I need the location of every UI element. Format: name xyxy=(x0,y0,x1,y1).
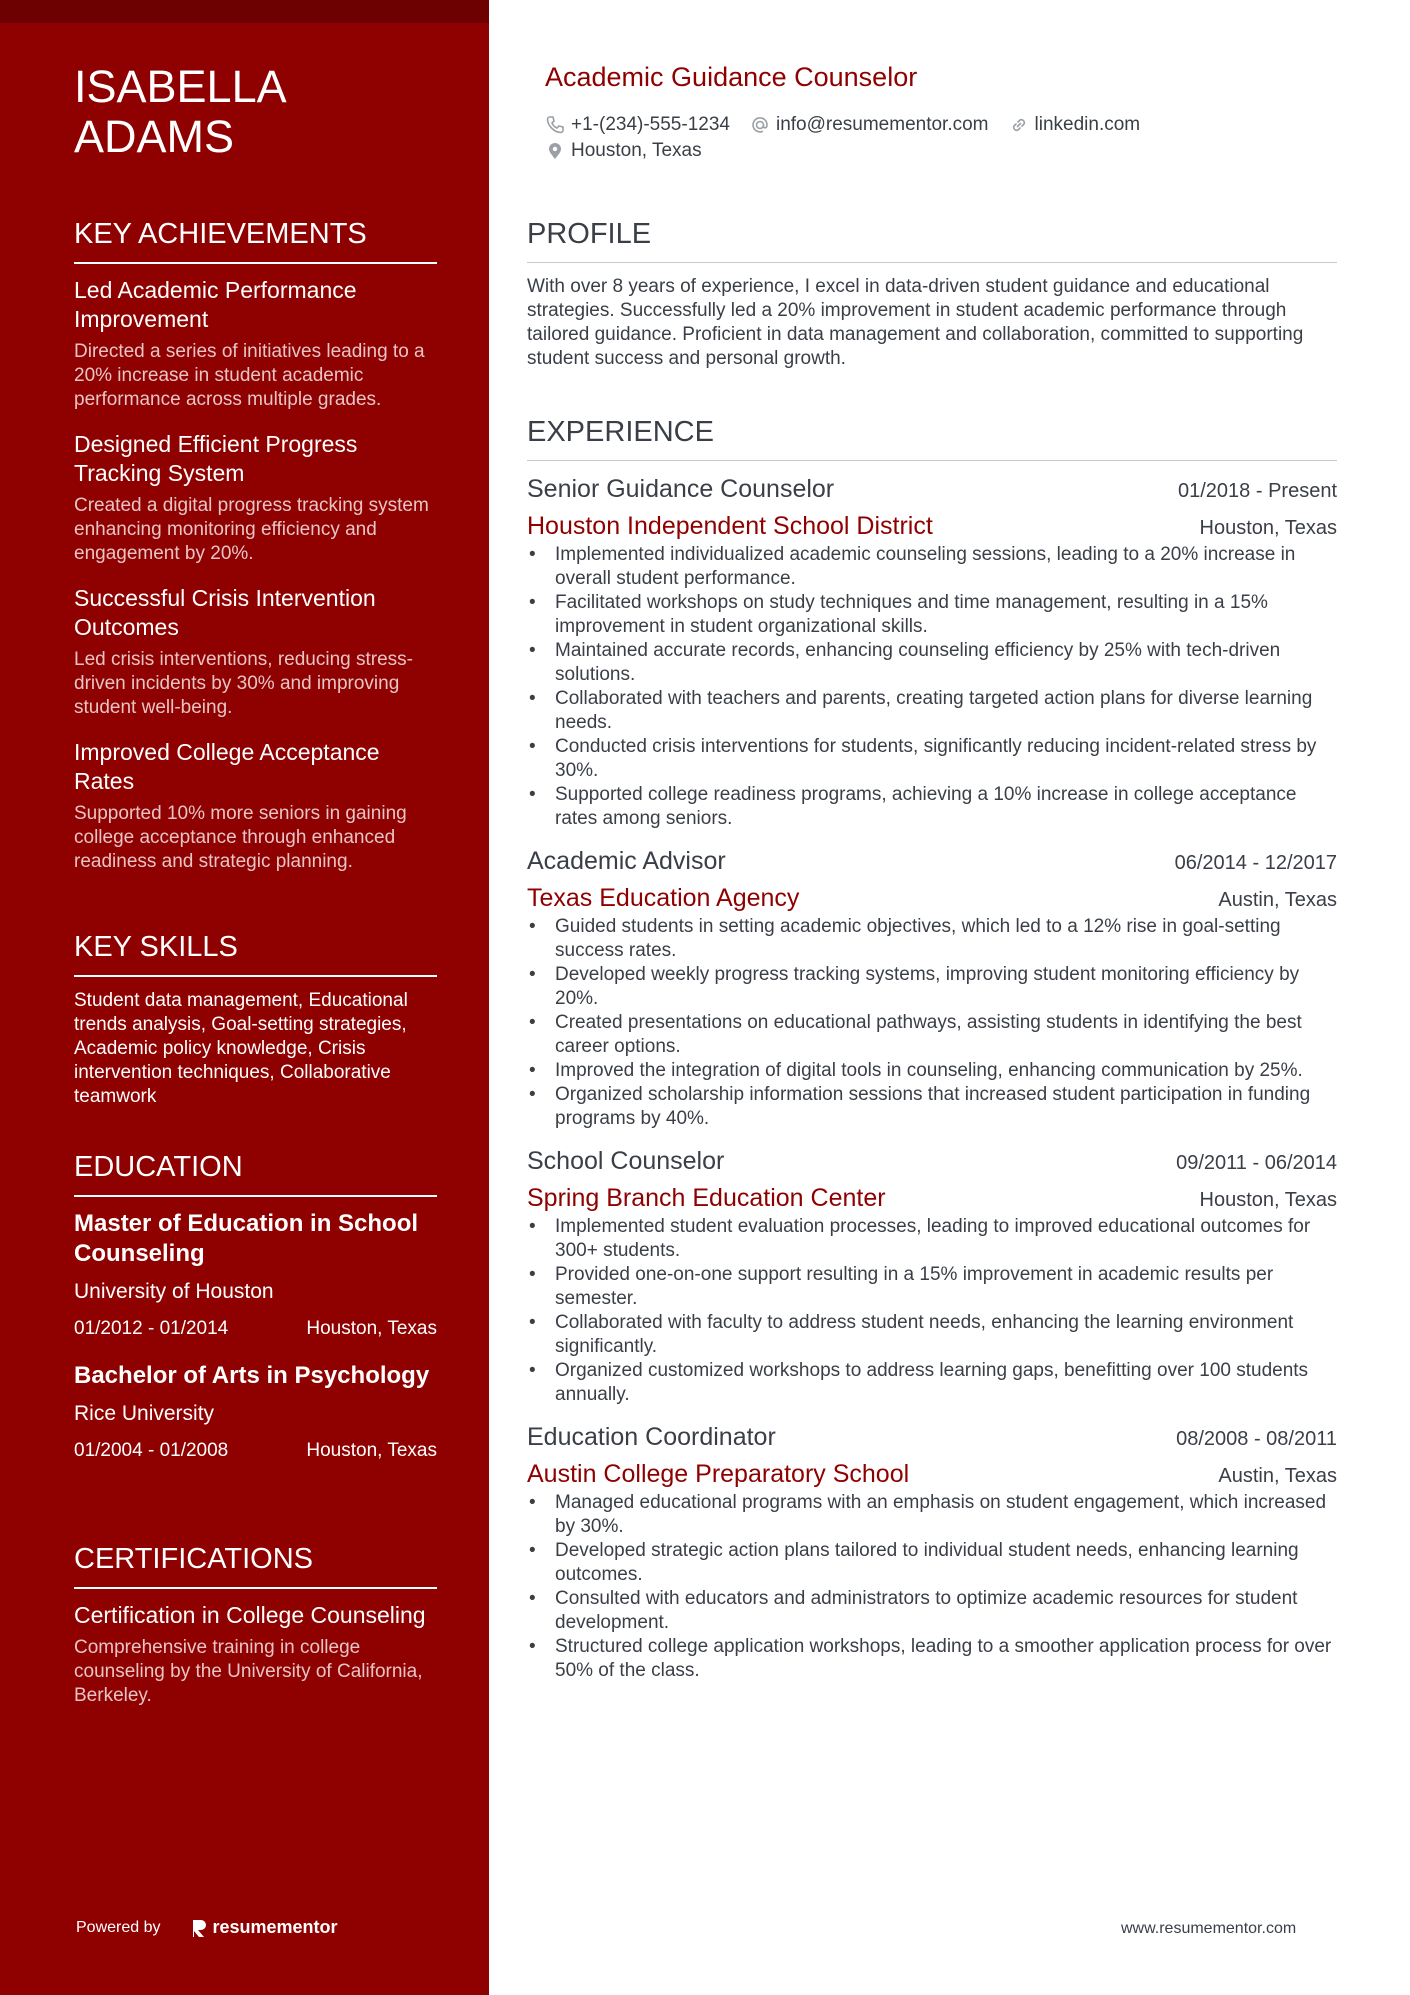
achievements-section xyxy=(74,216,437,892)
last-name: ADAMS xyxy=(74,111,235,162)
experience-bullets xyxy=(527,915,1337,1131)
phone-icon xyxy=(545,115,565,135)
experience-location: Austin, Texas xyxy=(1218,1465,1337,1487)
experience-role: Education Coordinator xyxy=(527,1423,776,1451)
email-contact[interactable] xyxy=(750,114,989,136)
bullet-item: • Improved the integration of digital tools in counseling, enhancing communication by 25%. xyxy=(527,1059,1337,1083)
achievement-item xyxy=(74,430,437,566)
resumementor-logo-icon xyxy=(191,1918,207,1938)
bullet-item: • Structured college application workshops, leading to a smoother application process for over 50% of the class. xyxy=(527,1635,1337,1683)
achievement-item xyxy=(74,584,437,720)
bullet-item: • Collaborated with faculty to address student needs, enhancing the learning environment significantly. xyxy=(527,1311,1337,1359)
bullet-item: • Organized customized workshops to address learning gaps, benefitting over 100 students annually. xyxy=(527,1359,1337,1407)
experience-bullets xyxy=(527,1491,1337,1683)
bullet-item: • Implemented individualized academic counseling sessions, leading to a 20% increase in overall student performance. xyxy=(527,543,1337,591)
experience-role: Senior Guidance Counselor xyxy=(527,475,835,503)
bullet-item: • Provided one-on-one support resulting in a 15% improvement in academic results per semester. xyxy=(527,1263,1337,1311)
email-text: info@resumementor.com xyxy=(775,114,989,135)
linkedin-text: linkedin.com xyxy=(1034,114,1141,135)
experience-company: Spring Branch Education Center xyxy=(527,1184,886,1212)
experience-role: Academic Advisor xyxy=(527,847,726,875)
brand-logo[interactable] xyxy=(191,1917,338,1938)
achievements-heading: KEY ACHIEVEMENTS xyxy=(74,216,437,264)
link-icon xyxy=(1009,115,1029,135)
profile-section xyxy=(527,216,1337,371)
achievement-desc: Led crisis interventions, reducing stress-driven incidents by 30% and improving student well-being. xyxy=(74,649,413,718)
achievement-desc: Directed a series of initiatives leading to a 20% increase in student academic performance across multiple grades. xyxy=(74,341,425,410)
skills-list: Student data management, Educational trends analysis, Goal-setting strategies, Academic policy knowledge, Crisis intervention techniques, Collaborative teamwork xyxy=(74,990,408,1107)
education-item xyxy=(74,1209,437,1341)
achievement-item xyxy=(74,738,437,874)
phone-text: +1-(234)-555-1234 xyxy=(571,114,730,135)
profile-heading: PROFILE xyxy=(527,216,1337,263)
bullet-item: • Created presentations on educational pathways, assisting students in identifying the best career options. xyxy=(527,1011,1337,1059)
education-school: University of Houston xyxy=(74,1280,274,1303)
skills-heading: KEY SKILLS xyxy=(74,929,437,977)
location-pin-icon xyxy=(545,141,565,161)
experience-company: Austin College Preparatory School xyxy=(527,1460,910,1488)
experience-location: Houston, Texas xyxy=(1199,1189,1337,1211)
bullet-item: • Supported college readiness programs, achieving a 10% increase in college acceptance rates among seniors. xyxy=(527,783,1337,831)
bullet-item: • Implemented student evaluation processes, leading to improved educational outcomes for 300+ students. xyxy=(527,1215,1337,1263)
powered-by-label: Powered by xyxy=(76,1918,161,1936)
education-location: Houston, Texas xyxy=(306,1440,437,1461)
first-name: ISABELLA xyxy=(74,61,287,112)
location-text: Houston, Texas xyxy=(571,140,702,161)
experience-dates: 06/2014 - 12/2017 xyxy=(1174,852,1337,874)
experience-bullets xyxy=(527,1215,1337,1407)
experience-item xyxy=(527,473,1337,831)
certification-desc: Comprehensive training in college counseling by the University of California, Berkeley. xyxy=(74,1637,423,1706)
experience-location: Austin, Texas xyxy=(1218,889,1337,911)
experience-location: Houston, Texas xyxy=(1199,517,1337,539)
experience-dates: 09/2011 - 06/2014 xyxy=(1176,1152,1337,1174)
footer-url[interactable]: www.resumementor.com xyxy=(1121,1920,1297,1937)
bullet-item: • Collaborated with teachers and parents, creating targeted action plans for diverse learning needs. xyxy=(527,687,1337,735)
experience-role: School Counselor xyxy=(527,1147,725,1175)
at-icon xyxy=(750,115,770,135)
education-school: Rice University xyxy=(74,1402,215,1425)
bullet-item: • Organized scholarship information sessions that increased student participation in funding programs by 40%. xyxy=(527,1083,1337,1131)
skills-section xyxy=(74,929,437,1109)
experience-dates: 08/2008 - 08/2011 xyxy=(1176,1428,1337,1450)
education-degree: Bachelor of Arts in Psychology xyxy=(74,1362,430,1389)
location-contact xyxy=(545,140,702,162)
bullet-item: • Maintained accurate records, enhancing counseling efficiency by 25% with tech-driven solutions. xyxy=(527,639,1337,687)
education-dates: 01/2004 - 01/2008 xyxy=(74,1440,229,1461)
education-heading: EDUCATION xyxy=(74,1149,437,1197)
achievement-title: Improved College Acceptance Rates xyxy=(74,739,380,794)
achievement-title: Successful Crisis Intervention Outcomes xyxy=(74,585,376,640)
education-dates: 01/2012 - 01/2014 xyxy=(74,1318,229,1339)
bullet-item: • Developed weekly progress tracking systems, improving student monitoring efficiency by 20%. xyxy=(527,963,1337,1011)
phone-contact[interactable] xyxy=(545,114,730,136)
bullet-item: • Guided students in setting academic objectives, which led to a 12% rise in goal-setting success rates. xyxy=(527,915,1337,963)
bullet-item: • Managed educational programs with an emphasis on student engagement, which increased by 30%. xyxy=(527,1491,1337,1539)
achievement-title: Designed Efficient Progress Tracking System xyxy=(74,431,358,486)
job-title: Academic Guidance Counselor xyxy=(545,62,918,92)
achievement-title: Led Academic Performance Improvement xyxy=(74,277,357,332)
education-item xyxy=(74,1361,437,1463)
experience-dates: 01/2018 - Present xyxy=(1178,480,1337,502)
achievement-desc: Supported 10% more seniors in gaining college acceptance through enhanced readiness and strategic planning. xyxy=(74,803,407,872)
bullet-item: • Developed strategic action plans tailored to individual student needs, enhancing learning outcomes. xyxy=(527,1539,1337,1587)
bullet-item: • Facilitated workshops on study techniques and time management, resulting in a 15% improvement in student organizational skills. xyxy=(527,591,1337,639)
sidebar xyxy=(0,0,489,1995)
experience-item xyxy=(527,1421,1337,1683)
education-degree: Master of Education in School Counseling xyxy=(74,1210,419,1267)
bullet-item: • Conducted crisis interventions for students, significantly reducing incident-related stress by 30%. xyxy=(527,735,1337,783)
certifications-section xyxy=(74,1541,437,1726)
brand-name: resumementor xyxy=(212,1917,338,1937)
certification-title: Certification in College Counseling xyxy=(74,1602,426,1628)
certifications-heading: CERTIFICATIONS xyxy=(74,1541,437,1589)
certification-item xyxy=(74,1601,437,1708)
experience-company: Texas Education Agency xyxy=(527,884,800,912)
bullet-item: • Consulted with educators and administrators to optimize academic resources for student development. xyxy=(527,1587,1337,1635)
education-section xyxy=(74,1149,437,1483)
sidebar-top-bar xyxy=(0,0,489,23)
powered-by xyxy=(76,1917,338,1938)
education-location: Houston, Texas xyxy=(306,1318,437,1339)
contact-info xyxy=(545,112,1325,164)
experience-item xyxy=(527,845,1337,1131)
experience-company: Houston Independent School District xyxy=(527,512,933,540)
experience-section xyxy=(527,414,1337,1697)
profile-summary: With over 8 years of experience, I excel in data-driven student guidance and educational strategies. Successfully led a 20% improvement in student academic performance through tailored guidance. Proficient in data management and collaboration, committed to supporting student success and personal growth. xyxy=(527,276,1304,369)
experience-heading: EXPERIENCE xyxy=(527,414,1337,461)
achievement-item xyxy=(74,276,437,412)
experience-item xyxy=(527,1145,1337,1407)
candidate-name xyxy=(74,62,454,162)
linkedin-contact[interactable] xyxy=(1009,114,1141,136)
achievement-desc: Created a digital progress tracking system enhancing monitoring efficiency and engagement by 20%. xyxy=(74,495,429,564)
experience-bullets xyxy=(527,543,1337,831)
